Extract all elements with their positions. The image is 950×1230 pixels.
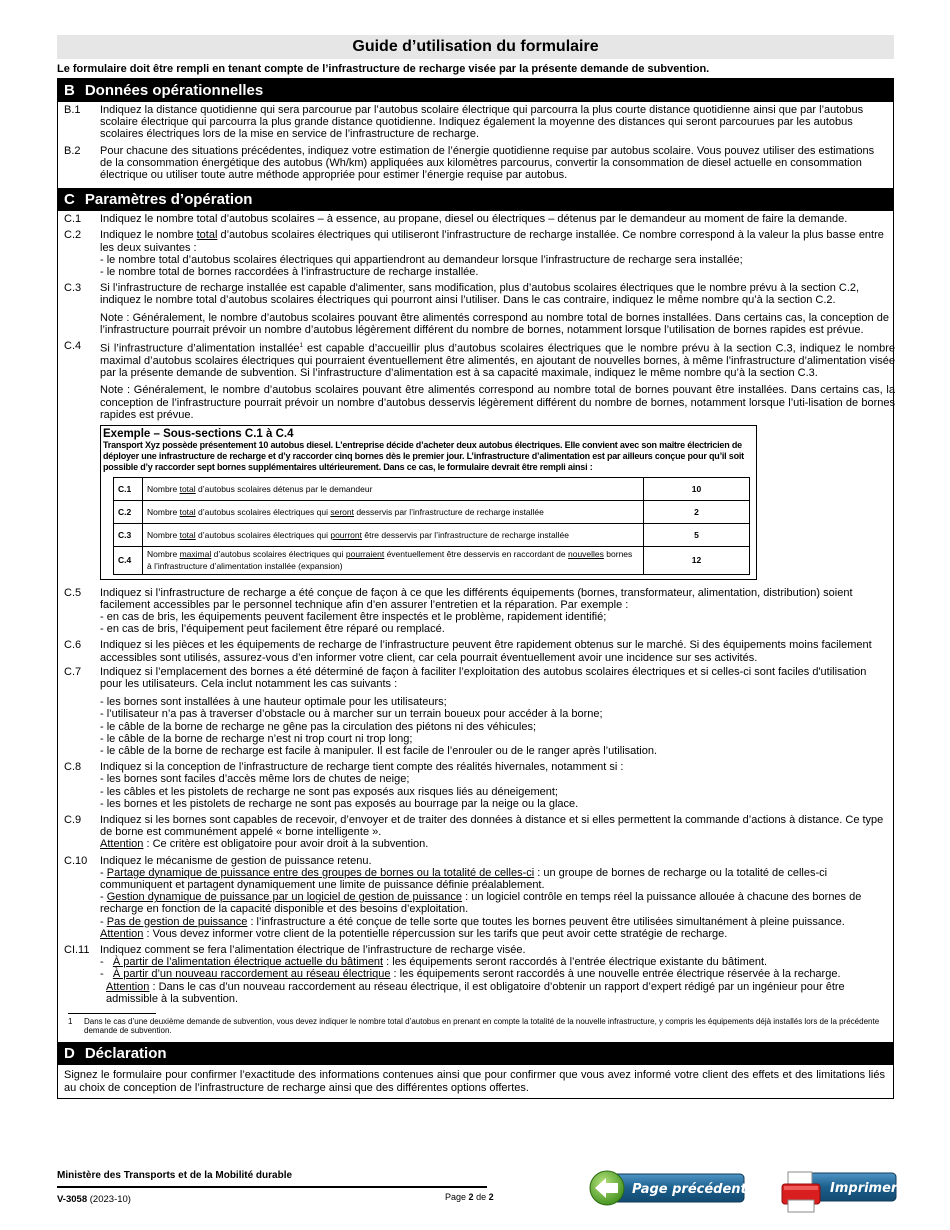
section-b-body: [58, 102, 893, 188]
bullet: - le câble de la borne de recharge ne gêne pas la circulation des piétons ni des véhicules;: [100, 720, 536, 733]
previous-page-label: Page précédente: [632, 1182, 746, 1197]
footnote-text: Dans le cas d’une deuxième demande de subvention, vous devez indiquer le nombre total d’autobus en prenant en compte la totalité de la nouvelle infrastructure, y compris les équipements déjà installés lors de la précédente demande de subvention.: [84, 1017, 880, 1036]
footnote-ref: 1: [299, 343, 303, 350]
item-c11: [64, 944, 889, 1005]
item-number: C.10: [64, 854, 88, 867]
page-label: Page: [445, 1192, 467, 1202]
text-part: Si l’infrastructure d’alimentation installée: [100, 342, 300, 355]
row-code: C.2: [114, 501, 143, 524]
text-part: : Ce critère est obligatoire pour avoir droit à la subvention.: [143, 838, 429, 851]
text-part: : un groupe de bornes de recharge ou la totalité de celles-ci communiquent et partagent dynamiquement une limite de puissance définie préalablement.: [100, 866, 828, 891]
option-label: Pas de gestion de puissance: [106, 915, 248, 928]
item-c3: [64, 282, 889, 336]
bullet: - en cas de bris, les équipements peuvent facilement être inspectés et le problème, rapidement identifié;: [100, 610, 607, 623]
text-part: desservis par l’infrastructure de recharge installée: [353, 507, 544, 518]
example-row: [114, 478, 750, 501]
row-value: 5: [644, 524, 750, 547]
example-box: [100, 425, 757, 580]
item-c1: [64, 213, 889, 225]
item-text: [100, 282, 889, 336]
item-number: B.1: [64, 104, 81, 116]
attention-line: [100, 838, 889, 850]
option: - À partir d’un nouveau raccordement au réseau électrique : les équipements seront raccordés à une nouvelle entrée électrique réservée à la recharge.: [100, 968, 841, 981]
print-graphic: [780, 1170, 898, 1214]
bullet: - l’utilisateur n’a pas à traverser d’obstacle ou à marcher sur un terrain boueux pour accéder à la borne;: [100, 708, 603, 721]
text-part: [100, 340, 895, 379]
section-letter: D: [64, 1045, 75, 1063]
print-label: Imprimer: [830, 1181, 898, 1196]
item-text: [100, 229, 889, 278]
form-number: [57, 1194, 131, 1205]
row-description: [143, 478, 644, 501]
footer-rule: [57, 1186, 487, 1188]
item-number: C.3: [64, 282, 82, 295]
attention-label: Attention: [106, 980, 150, 993]
example-row: [114, 501, 750, 524]
ministry-name: Ministère des Transports et de la Mobilité durable: [57, 1170, 293, 1181]
example-row: [114, 524, 750, 547]
item-text: [100, 666, 889, 757]
text-part: bornes à l’infrastructure d’alimentation installée (expansion): [147, 549, 633, 572]
row-code: C.4: [114, 547, 143, 574]
item-text: [100, 761, 889, 810]
underlined-term: total: [179, 530, 196, 541]
option: - Pas de gestion de puissance : l’infrastructure a été conçue de telle sorte que toutes les bornes peuvent être utilisées simultanément à pleine puissance. Attention : Vous devez informer votre client de la potentielle répercussion sur les tarifs que peut avoir cette stratégie de recharge.: [100, 915, 845, 940]
underlined-term: seront: [330, 507, 354, 518]
option: - Gestion dynamique de puissance par un logiciel de gestion de puissance : un logiciel contrôle en temps réel la puissance allouée à chacune des bornes de recharge en fonction de la capacité disponible et des besoins d’exploitation.: [100, 891, 862, 916]
footnote-divider: [68, 1013, 156, 1014]
item-number: C.5: [64, 586, 82, 599]
item-number: B.2: [64, 144, 81, 157]
form-date: (2023-10): [89, 1194, 131, 1205]
item-b2: [64, 145, 889, 182]
section-c-header: [58, 188, 893, 211]
text-part: : les équipements seront raccordés à l’entrée électrique existante du bâtiment.: [383, 956, 768, 969]
item-c9: [64, 814, 889, 851]
note: Note : Généralement, le nombre d’autobus scolaires pouvant être alimentés correspond au nombre total de bornes installées. Dans certains cas, la conception de l’infrastructure pourrait prévoir un nombre d’autobus légèrement différent du nombre de bornes, notamment lorsque l’utilisation de bornes rapides est prévue.: [100, 311, 889, 336]
text-part: : Vous devez informer votre client de la potentielle répercussion sur les tarifs que peut avoir cette stratégie de recharge.: [143, 927, 728, 940]
text-part: Indiquez le mécanisme de gestion de puissance retenu.: [100, 854, 372, 867]
bullet: - le câble de la borne de recharge n’est ni trop court ni trop long;: [100, 732, 413, 745]
row-value: 12: [644, 547, 750, 574]
underlined-term: pourraient: [345, 549, 385, 560]
underlined-term: total: [196, 229, 218, 242]
guide-subtitle: Le formulaire doit être rempli en tenant compte de l’infrastructure de recharge visée par la présente demande de subvention.: [57, 63, 710, 75]
item-text: [100, 814, 889, 851]
item-c5: [64, 587, 889, 636]
bullet: - le nombre total de bornes raccordées à l’infrastructure de recharge installée.: [100, 266, 479, 279]
bullet: - les bornes sont installées à une hauteur optimale pour les utilisateurs;: [100, 696, 447, 709]
text-part: Indiquez si l’emplacement des bornes a été déterminé de façon à faciliter l’exploitation des autobus scolaires électriques et si celles-ci sont faciles d'utilisation pour les utilisateurs. Cela inclut notamment les cas suivants :: [100, 665, 867, 690]
item-text: [100, 587, 889, 636]
note: Note : Généralement, le nombre d’autobus scolaires pouvant être alimentés correspond au nombre total de bornes pouvant être installées. Dans certains cas, la conception de l’infrastructure pourrait prévoir un nombre d’autobus desservis légèrement différent du nombre de bornes, notamment lorsque l’uti-lisation de bornes rapides est prévue.: [100, 384, 895, 421]
footnote: [64, 1017, 889, 1035]
section-title: Déclaration: [84, 1045, 167, 1063]
underlined-term: pourront: [330, 530, 363, 541]
row-description: [143, 524, 644, 547]
section-letter: B: [64, 82, 75, 99]
item-number: C.4: [64, 340, 82, 353]
section-b-header: [58, 79, 893, 102]
attention-label: Attention: [100, 927, 144, 940]
option-label: Gestion dynamique de puissance par un logiciel de gestion de puissance: [106, 891, 463, 904]
underlined-term: total: [179, 484, 196, 495]
text-part: : les équipements seront raccordés à une nouvelle entrée électrique réservée à la recharge.: [390, 968, 841, 981]
bullet: - le nombre total d’autobus scolaires électriques qui appartiendront au demandeur lorsque l’infrastructure de recharge sera installée;: [100, 253, 743, 266]
text-part: d’autobus scolaires électriques qui: [195, 507, 331, 518]
bullet: - les câbles et les pistolets de recharge ne sont pas exposés aux risques liés au déneigement;: [100, 785, 558, 798]
previous-page-graphic: [588, 1170, 746, 1206]
item-text: Pour chacune des situations précédentes, indiquez votre estimation de l’énergie quotidienne requise par autobus scolaire. Vous pouvez utiliser des estimations de la consommation énergétique des autobus (Wh/km) appliquées aux kilomètres parcourus, convertir la consommation de diesel actuelle en consommation électrique ou utiliser toute autre méthode appropriée pour estimer l’énergie requise par autobus.: [100, 144, 875, 182]
text-part: est capable d’accueillir plus d’autobus scolaires électriques que le nombre prévu à la section C.3, indiquez le nombre maximal d’autobus scolaires électriques qui pourraient éventuellement être alimentés, en ajoutant de nouvelles bornes, à même l’infrastructure d’alimentation visée par la présente demande de subvention. Si l’infrastructure d’alimentation est à sa capacité maximale, indiquez le même nombre qu’à la section C.3.: [100, 342, 895, 380]
example-row: [114, 547, 750, 574]
text-part: Si l’infrastructure de recharge installée est capable d'alimenter, sans modification, plus d’autobus scolaires électriques que le nombre prévu à la section C.2, indiquez le nombre total d’autobus scolaires électriques qui pourront ainsi l’utiliser. Dans le cas contraire, indiquez le même nombre qu’à la section C.2.: [100, 282, 860, 307]
form-page: [57, 35, 894, 1099]
text-part: : Dans le cas d’un nouveau raccordement au réseau électrique, il est obligatoire d’obtenir un rapport d’expert rédigé par un ingénieur pour être admissible à la subvention.: [106, 980, 845, 1005]
previous-page-button[interactable]: [588, 1170, 746, 1206]
text-part: d’autobus scolaires détenus par le demandeur: [195, 484, 373, 495]
page-total: 2: [488, 1192, 494, 1202]
text-part: : un logiciel contrôle en temps réel la puissance allouée à chacune des bornes de recharge en fonction de la capacité disponible et des besoins d’exploitation.: [100, 891, 862, 916]
item-b1: [64, 104, 889, 141]
text-part: Nombre: [147, 484, 180, 495]
bullet: - le câble de la borne de recharge est facile à manipuler. Il est facile de l’enrouler ou de le ranger après l’utilisation.: [100, 744, 658, 757]
item-c10: [64, 855, 889, 940]
item-c7: [64, 666, 889, 757]
text-part: Indiquez si l’infrastructure de recharge a été conçue de façon à ce que les différents équipements (bornes, transformateur, alimentation, distribution) soient facilement accessibles par le personnel technique afin d’en assurer l’entretien et la réparation. Par exemple :: [100, 586, 853, 611]
item-c4: [64, 340, 895, 582]
example-title: Exemple – Sous-sections C.1 à C.4: [103, 427, 294, 440]
page-current: 2: [468, 1192, 474, 1202]
text-part: Indiquez le nombre: [100, 229, 197, 242]
text-part: d’autobus scolaires électriques qui: [195, 530, 331, 541]
attention-label: Attention: [100, 838, 144, 851]
underlined-term: total: [179, 507, 196, 518]
example-table: [113, 477, 750, 574]
section-title: Paramètres d’opération: [84, 191, 253, 209]
row-value: 10: [644, 478, 750, 501]
example-text: Transport Xyz possède présentement 10 autobus diesel. L’entreprise décide d’acheter deux autobus électriques. Elle convient avec son maître électricien de déployer une infrastructure de recharge et d’y raccorder cinq bornes dès le premier jour. L’infrastructure d’alimentation est par ailleurs conçue pour qu’il soit possible d’y raccorder sept bornes supplémentaires ultérieurement. Dans ce cas, le formulaire devrait être rempli ainsi :: [103, 440, 744, 473]
row-description: [143, 547, 644, 574]
item-number: C.6: [64, 639, 82, 652]
item-c8: [64, 761, 889, 810]
item-number: C.7: [64, 665, 82, 678]
text-part: Nombre: [147, 507, 180, 518]
item-number: C.9: [64, 813, 82, 826]
option-label: À partir de l’alimentation électrique actuelle du bâtiment: [112, 956, 384, 969]
item-text: Indiquez la distance quotidienne qui sera parcourue par l’autobus scolaire électrique qui parcourra la plus courte distance quotidienne ainsi que par l’autobus scolaire électrique qui parcourra la plus grande distance quotidienne. Indiquez également la moyenne des distances qui seront parcourues par les autobus scolaires électriques lors de la mise en service de l’infrastructure de recharge.: [100, 104, 864, 141]
item-number: C.8: [64, 761, 82, 774]
underlined-term: maximal: [179, 549, 212, 560]
form-code: V-3058: [57, 1194, 88, 1205]
row-description: [143, 501, 644, 524]
page-number: [445, 1192, 494, 1202]
row-value: 2: [644, 501, 750, 524]
form-box: [57, 78, 894, 1099]
bullet: - les bornes sont faciles d’accès même lors de chutes de neige;: [100, 773, 410, 786]
attention-line: [100, 981, 889, 1005]
item-text: [100, 855, 889, 940]
item-c2: [64, 229, 889, 278]
text-part: Nombre: [147, 549, 180, 560]
item-text: Indiquez le nombre total d’autobus scolaires – à essence, au propane, diesel ou électriques – détenus par le demandeur au moment de faire la demande.: [100, 213, 848, 226]
bullet: - en cas de bris, l’équipement peut facilement être réparé ou remplacé.: [100, 623, 445, 636]
text-part: Nombre: [147, 530, 180, 541]
option: - À partir de l’alimentation électrique actuelle du bâtiment : les équipements seront raccordés à l’entrée électrique existante du bâtiment.: [100, 956, 768, 969]
option-label: À partir d’un nouveau raccordement au réseau électrique: [112, 968, 391, 981]
option: - Partage dynamique de puissance entre des groupes de bornes ou la totalité de celles-ci : un groupe de bornes de recharge ou la totalité de celles-ci communiquent et partagent dynamiquement une limite de puissance définie préalablement.: [100, 866, 828, 891]
item-c6: [64, 639, 889, 663]
item-number: C.1: [64, 213, 82, 226]
item-number: C.2: [64, 229, 82, 242]
footnote-number: 1: [68, 1017, 73, 1027]
item-number: CI.11: [64, 944, 90, 957]
declaration-text: Signez le formulaire pour confirmer l’exactitude des informations contenues ainsi que pour confirmer que vous avez informé votre client des effets et des limitations liés au choix de conception de l’infrastructure de recharge ainsi que des différentes options offertes.: [64, 1069, 885, 1094]
text-part: d’autobus scolaires électriques qui utiliseront l’infrastructure de recharge installée. Ce nombre correspond à la valeur la plus basse entre les deux suivantes :: [100, 229, 884, 254]
item-text: [100, 340, 895, 582]
print-button[interactable]: [780, 1170, 898, 1214]
item-text: Indiquez si les pièces et les équipements de recharge de l’infrastructure peuvent être rapidement obtenus sur le marché. Si des équipements moins facilement accessibles sont utilisés, assurez-vous d’en informer votre client, car cela pourrait éventuellement avoir une incidence sur ses activités.: [100, 639, 872, 664]
text-part: d’autobus scolaires électriques qui: [211, 549, 346, 560]
arrow-left-icon: [590, 1171, 624, 1205]
row-code: C.1: [114, 478, 143, 501]
bullet: - les bornes et les pistolets de recharge ne sont pas exposés au bourrage par la neige ou la glace.: [100, 797, 579, 810]
item-text: [100, 944, 889, 1005]
text-part: Indiquez si les bornes sont capables de recevoir, d’envoyer et de traiter des données à distance et si elles permettent la commande d’actions à distance. Ce type de borne est communément appelé « borne intelligente ».: [100, 813, 884, 839]
text-part: Indiquez comment se fera l’alimentation électrique de l’infrastructure de recharge visée.: [100, 944, 526, 957]
text-part: : l’infrastructure a été conçue de telle sorte que toutes les bornes peuvent être utilisées simultanément à pleine puissance.: [247, 915, 845, 928]
section-c-body: [58, 211, 893, 1038]
row-code: C.3: [114, 524, 143, 547]
page-of: de: [476, 1192, 487, 1202]
section-title: Données opérationnelles: [84, 82, 264, 99]
text-part: Indiquez si la conception de l’infrastructure de recharge tient compte des réalités hivernales, notamment si :: [100, 761, 624, 774]
text-part: éventuellement être desservis en raccordant de: [384, 549, 568, 560]
text-part: être desservis par l’infrastructure de recharge installée: [362, 530, 569, 541]
underlined-term: nouvelles: [568, 549, 604, 560]
guide-title: Guide d’utilisation du formulaire: [57, 35, 894, 59]
section-d-header: [58, 1042, 893, 1065]
section-letter: C: [64, 191, 75, 209]
option-label: Partage dynamique de puissance entre des groupes de bornes ou la totalité de celles-ci: [106, 866, 535, 879]
